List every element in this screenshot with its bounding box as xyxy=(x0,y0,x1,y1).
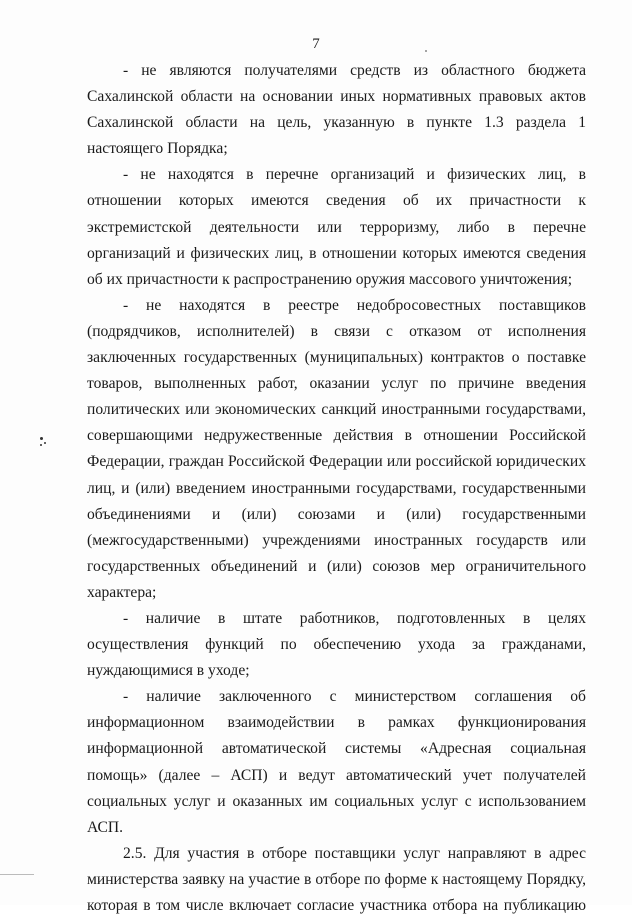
scan-artifact xyxy=(44,442,46,444)
paragraph-asp-agreement: - наличие заключенного с министерством соглашения об информационном взаимодействии в рамках функционирования информационной автоматической системы «Адресная социальная помощь» (далее – АСП) и ведут автоматический учет получателей социальных услуг и оказанных им социальных услуг с использованием АСП. xyxy=(87,688,586,836)
scan-artifact xyxy=(40,444,42,446)
document-body xyxy=(87,58,586,919)
paragraph-2-5-application: 2.5. Для участия в отборе поставщики услуг направляют в адрес министерства заявку на участие в отборе по форме к настоящему Порядку, которая в том числе включает согласие участника отбора на публикацию xyxy=(87,844,586,914)
paragraph-not-in-unfair-suppliers-registry: - не находятся в реестре недобросовестных поставщиков (подрядчиков, исполнителей) в связи с отказом от исполнения заключенных государственных (муниципальных) контрактов о поставке товаров, выполненных работ, оказании услуг по причине введения политических или экономических санкций иностранными государствами, совершающими недружественные действия в отношении Российской Федерации, граждан Российской Федерации или российской юридических лиц, и (или) введением иностранными государствами, государственными объединениями и (или) союзами и (или) государственными (межгосударственными) учреждениями иностранных государств или государственных объединений и (или) союзов мер ограничительного характера; xyxy=(87,296,586,601)
paragraph-trained-staff: - наличие в штате работников, подготовленных в целях осуществления функций по обеспечению ухода за гражданами, нуждающимися в уходе; xyxy=(87,609,586,680)
scan-artifact xyxy=(425,50,427,52)
paragraph-not-in-extremist-list: - не находятся в перечне организаций и физических лиц, в отношении которых имеются сведения об их причастности к экстремистской деятельности или терроризму, либо в перечне организаций и физических лиц, в отношении которых имеются сведения об их причастности к распространению оружия массового уничтожения; xyxy=(87,166,586,288)
paragraph-not-budget-recipients: - не являются получателями средств из областного бюджета Сахалинской области на основании иных нормативных правовых актов Сахалинской области на цель, указанную в пункте 1.3 раздела 1 настоящего Порядка; xyxy=(87,62,586,158)
page-number: 7 xyxy=(312,36,320,52)
scan-artifact xyxy=(0,874,34,875)
scan-artifact xyxy=(40,437,43,440)
